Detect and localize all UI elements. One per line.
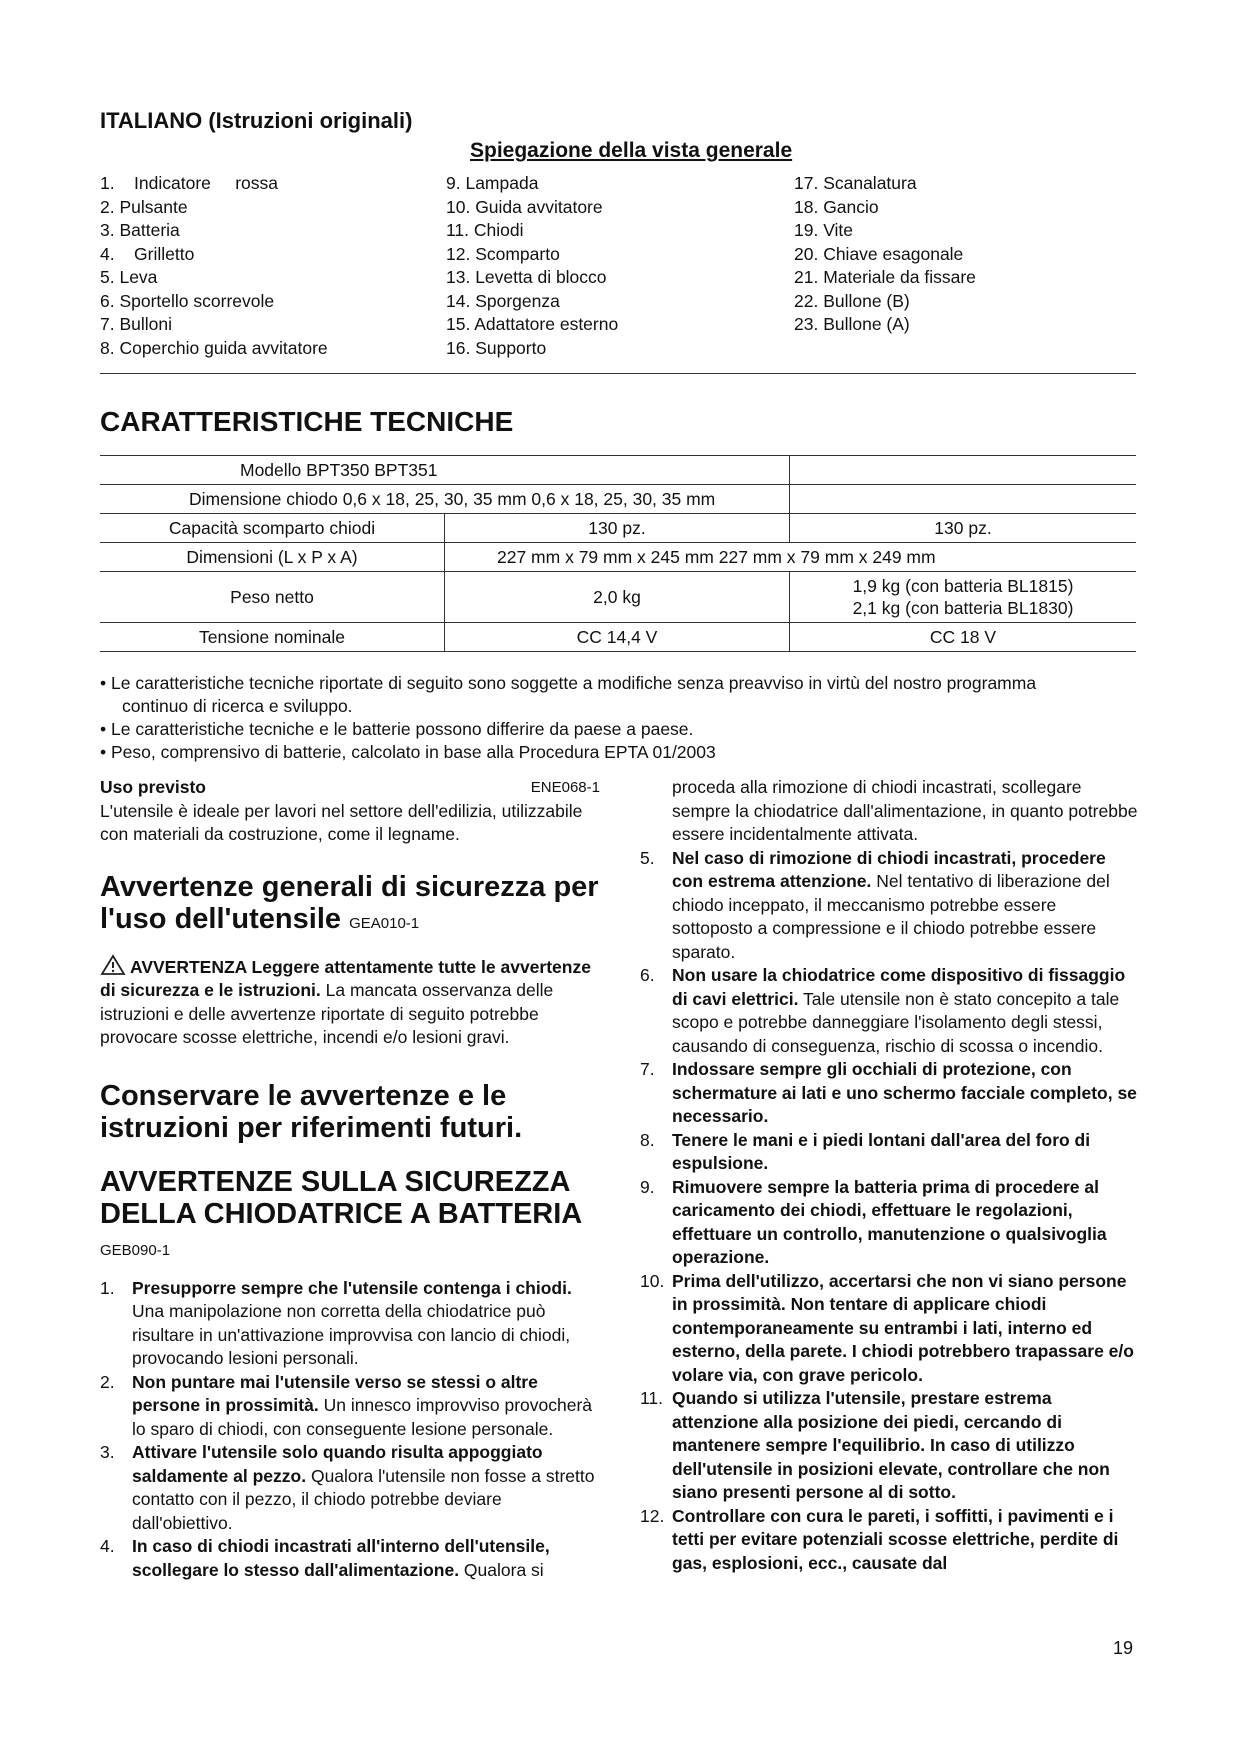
list-item: 5. Nel caso di rimozione di chiodi incastrati, procedere con estrema attenzione. Nel tentativo di liberazione del chiodo inceppato, il meccanismo potrebbe essere sottoposto a compressione e il chiodo potrebbe essere sparato.	[640, 847, 1110, 962]
table-row	[100, 572, 1136, 623]
list-item: 7. Indossare sempre gli occhiali di protezione, con schermature ai lati e uno schermo facciale completo, se necessario.	[640, 1059, 1137, 1126]
continued-text: proceda alla rimozione di chiodi incastrati, scollegare sempre la chiodatrice dall'alimentazione, in quanto potrebbe essere incidentalmente attivata.	[672, 777, 1138, 844]
general-safety-title: Avvertenze generali di sicurezza per l'uso dell'utensile GEA010-1	[100, 870, 599, 935]
weight-line: 1,9 kg (con batteria BL1815)	[852, 576, 1074, 596]
legend-item: 15. Adattatore esterno	[446, 314, 619, 334]
row-label: Peso netto	[100, 572, 445, 623]
value-bpt351	[790, 572, 1137, 623]
warning-bold: AVVERTENZA Leggere attentamente tutte le avvertenze di sicurezza e le istruzioni.	[100, 956, 591, 1000]
legend-item: 14. Sporgenza	[446, 290, 560, 311]
legend-item: 5. Leva	[100, 267, 158, 287]
left-column	[100, 776, 600, 1582]
specs-title: CARATTERISTICHE TECNICHE	[100, 406, 514, 437]
intended-use-text: L'utensile è ideale per lavori nel settore dell'edilizia, utilizzabile con materiali da costruzione, come il legname.	[100, 800, 583, 844]
legend-item: 21. Materiale da fissare	[794, 267, 976, 287]
section-code: ENE068-1	[530, 779, 600, 796]
legend-item: 20. Chiave esagonale	[794, 243, 964, 264]
list-item: 6. Non usare la chiodatrice come dispositivo di fissaggio di cavi elettrici. Tale utensile non è stato concepito a tale scopo e potrebbe danneggiare l'isolamento degli stessi, causando di conseguenza, rischio di scossa o incendio.	[640, 965, 1126, 1056]
model-cell: Modello BPT350 BPT351	[100, 456, 790, 485]
legend-item: 16. Supporto	[446, 337, 547, 358]
section-code: GEB090-1	[100, 1241, 171, 1259]
legend-item: 4. Grilletto	[100, 243, 195, 264]
legend-item: 13. Levetta di blocco	[446, 267, 607, 287]
value-bpt351: 130 pz.	[790, 514, 1137, 543]
empty-cell	[790, 456, 1137, 485]
right-column	[640, 776, 1140, 1575]
keep-instructions-title: Conservare le avvertenze e le istruzioni per riferimenti futuri.	[100, 1079, 523, 1144]
list-item: 11. Quando si utilizza l'utensile, prestare estrema attenzione alla posizione dei piedi, cercando di mantenere sempre l'equilibrio. In caso di utilizzo dell'utensile in posizioni elevate, controllare che non siano presenti persone al di sotto.	[640, 1388, 1110, 1502]
legend-item: 3. Batteria	[100, 220, 180, 240]
table-row	[100, 485, 1136, 514]
empty-cell	[790, 485, 1137, 514]
note: • Peso, comprensivo di batterie, calcolato in base alla Procedura EPTA 01/2003	[100, 742, 716, 762]
nailer-safety-title: AVVERTENZE SULLA SICUREZZA DELLA CHIODATRICE A BATTERIA GEB090-1	[100, 1165, 582, 1259]
note: • Le caratteristiche tecniche e le batterie possono differire da paese a paese.	[100, 719, 694, 739]
legend-column-2	[446, 172, 618, 360]
intended-use-heading	[100, 776, 600, 800]
table-row	[100, 623, 1136, 652]
weight-line: 2,1 kg (con batteria BL1830)	[852, 598, 1074, 618]
value-bpt350: CC 14,4 V	[445, 623, 790, 652]
list-item: 12. Controllare con cura le pareti, i soffitti, i pavimenti e i tetti per evitare potenziali scosse elettriche, perdite di gas, esplosioni, ecc., causate dal	[640, 1505, 1119, 1573]
legend-item: 17. Scanalatura	[794, 173, 917, 193]
legend-item: 18. Gancio	[794, 196, 879, 217]
value-bpt351: CC 18 V	[790, 623, 1137, 652]
table-row	[100, 456, 1136, 485]
warning-paragraph	[100, 954, 600, 1050]
list-item: 1. Presupporre sempre che l'utensile contenga i chiodi. Una manipolazione non corretta della chiodatrice può risultare in un'attivazione improvvisa con lancio di chiodi, provocando lesioni personali.	[100, 1277, 572, 1368]
row-label: Dimensioni (L x P x A)	[100, 543, 445, 572]
list-item: 4. In caso di chiodi incastrati all'interno dell'utensile, scollegare lo stesso dall'alimentazione. Qualora si	[100, 1536, 550, 1580]
legend-item: 12. Scomparto	[446, 243, 560, 264]
table-row	[100, 514, 1136, 543]
nail-size-cell: Dimensione chiodo 0,6 x 18, 25, 30, 35 mm 0,6 x 18, 25, 30, 35 mm	[100, 485, 790, 514]
value-bpt350: 2,0 kg	[445, 572, 790, 623]
legend-item: 1. Indicatore rossa	[100, 173, 278, 193]
legend-item: 10. Guida avvitatore	[446, 196, 603, 217]
legend-column-1	[100, 172, 328, 360]
legend-item: 22. Bullone (B)	[794, 290, 910, 311]
legend-item: 2. Pulsante	[100, 196, 188, 217]
legend-item: 19. Vite	[794, 220, 854, 240]
warning-text: La mancata osservanza delle istruzioni e delle avvertenze riportate di seguito potrebbe provocare scosse elettriche, incendi e/o lesioni gravi.	[100, 980, 554, 1047]
legend-item: 9. Lampada	[446, 173, 539, 193]
warning-icon	[100, 954, 126, 976]
row-label: Tensione nominale	[100, 623, 445, 652]
list-item: 9. Rimuovere sempre la batteria prima di procedere al caricamento dei chiodi, effettuare le regolazioni, effettuare un controllo, manutenzione o qualsivoglia operazione.	[640, 1176, 1107, 1267]
intended-use-title: Uso previsto	[100, 777, 206, 797]
table-row	[100, 543, 1136, 572]
list-item: 8. Tenere le mani e i piedi lontani dall'area del foro di espulsione.	[640, 1129, 1091, 1173]
specs-table	[100, 455, 1136, 652]
legend-item: 6. Sportello scorrevole	[100, 290, 275, 311]
legend-item: 11. Chiodi	[446, 220, 524, 240]
legend-column-3	[794, 172, 976, 337]
language-heading: ITALIANO (Istruzioni originali)	[100, 108, 413, 133]
page-number: 19	[1113, 1638, 1134, 1658]
dimensions-value: 227 mm x 79 mm x 245 mm 227 mm x 79 mm x 249 mm	[445, 543, 1137, 572]
value-bpt350: 130 pz.	[445, 514, 790, 543]
legend-item: 8. Coperchio guida avvitatore	[100, 337, 328, 358]
row-label: Capacità scomparto chiodi	[100, 514, 445, 543]
spec-notes	[100, 672, 1140, 764]
legend-item: 7. Bulloni	[100, 314, 172, 334]
list-item: 3. Attivare l'utensile solo quando risulta appoggiato saldamente al pezzo. Qualora l'utensile non fosse a stretto contatto con il pezzo, il chiodo potrebbe deviare dall'obiettivo.	[100, 1442, 595, 1533]
list-item: 10. Prima dell'utilizzo, accertarsi che non vi siano persone in prossimità. Non tentare di applicare chiodi contemporaneamente su entrambi i lati, interno ed esterno, della parete. I chiodi potrebbero trapassare e/o volare via, con grave pericolo.	[640, 1270, 1134, 1385]
legend-item: 23. Bullone (A)	[794, 314, 910, 334]
legend-title: Spiegazione della vista generale	[470, 139, 793, 162]
list-item: 2. Non puntare mai l'utensile verso se stessi o altre persone in prossimità. Un innesco improvviso provocherà lo sparo di chiodi, con conseguente lesione personale.	[100, 1371, 593, 1439]
divider	[100, 373, 1136, 374]
note: • Le caratteristiche tecniche riportate di seguito sono soggette a modifiche senza preavviso in virtù del nostro programma continuo di ricerca e sviluppo.	[100, 673, 1037, 716]
section-code: GEA010-1	[349, 914, 420, 932]
